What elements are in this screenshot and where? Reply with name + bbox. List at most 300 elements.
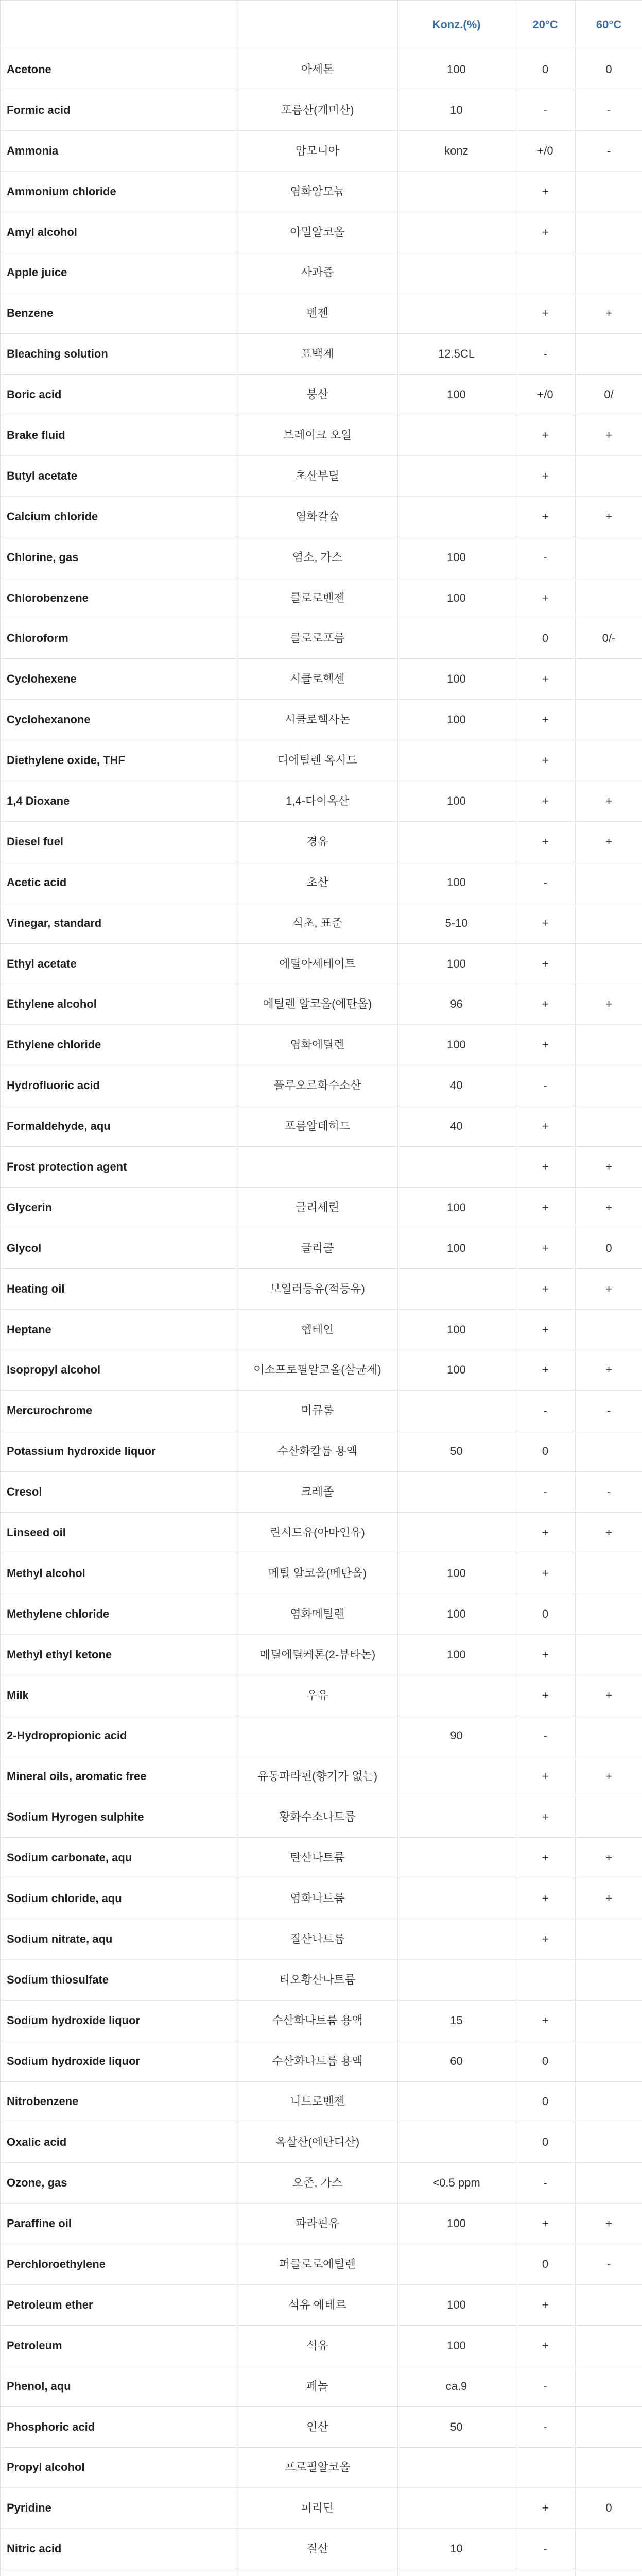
substance-name: Butyl acetate [1,455,237,496]
rating-20c: + [515,1147,576,1188]
substance-name: Apple juice [1,252,237,293]
table-row [1,2447,642,2488]
table-row [1,1716,642,1756]
rating-20c: - [515,334,576,375]
rating-60c [576,2163,642,2204]
rating-20c: + [515,2325,576,2366]
substance-name: Sodium hydroxide liquor [1,2041,237,2081]
rating-60c [576,862,642,903]
korean-name: 퍼클로로에틸렌 [237,2244,398,2285]
rating-20c: - [515,2529,576,2569]
rating-60c [576,1594,642,1634]
rating-60c: + [576,781,642,822]
korean-name: 크레졸 [237,1472,398,1513]
rating-60c: 0 [576,49,642,90]
korean-name: 유동파라핀(향기가 없는) [237,1756,398,1797]
concentration-value: 50 [398,1431,515,1472]
table-row [1,1513,642,1553]
concentration-value [398,1391,515,1431]
concentration-value: 100 [398,375,515,415]
table-row [1,2325,642,2366]
concentration-value [398,2447,515,2488]
rating-60c [576,212,642,252]
table-row [1,2569,642,2576]
korean-name: 식초, 표준 [237,903,398,943]
table-row [1,1797,642,1838]
korean-name: 초산 [237,862,398,903]
korean-name: 글리콜 [237,1228,398,1268]
rating-20c: 0 [515,618,576,659]
table-row [1,2488,642,2529]
substance-name: Sodium hydroxide liquor [1,2000,237,2041]
rating-60c [576,2447,642,2488]
substance-name: Phenol, aqu [1,2366,237,2406]
table-row [1,252,642,293]
substance-name: Methyl alcohol [1,1553,237,1594]
substance-name: Mercurochrome [1,1391,237,1431]
korean-name: 염화칼슘 [237,496,398,537]
rating-20c: + [515,659,576,700]
korean-name: 옥살산(에탄디산) [237,2122,398,2163]
table-row [1,2163,642,2204]
table-row [1,2284,642,2325]
header-concentration: Konz.(%) [398,1,515,49]
table-row [1,1147,642,1188]
substance-name: Heating oil [1,1268,237,1309]
concentration-value [398,618,515,659]
substance-name: Hydrofluoric acid [1,1065,237,1106]
table-row [1,2366,642,2406]
concentration-value [398,1959,515,2000]
concentration-value: 100 [398,659,515,700]
header-row [1,1,642,49]
table-row [1,903,642,943]
table-row [1,2122,642,2163]
rating-60c [576,2366,642,2406]
table-row [1,2041,642,2081]
table-row [1,1065,642,1106]
korean-name: 파라핀유 [237,2204,398,2244]
rating-60c: - [576,1391,642,1431]
table-row [1,1756,642,1797]
korean-name: 플루오르화수소산 [237,1065,398,1106]
table-row [1,1919,642,1959]
substance-name: Chloroform [1,618,237,659]
rating-20c: - [515,1065,576,1106]
rating-20c: 0 [515,49,576,90]
concentration-value [398,1797,515,1838]
korean-name: 린시드유(아마인유) [237,1513,398,1553]
concentration-value [398,2488,515,2529]
rating-60c [576,1959,642,2000]
rating-60c: + [576,984,642,1025]
rating-20c: 0 [515,2081,576,2122]
rating-60c [576,578,642,618]
rating-20c: + [515,212,576,252]
substance-name: Formaldehyde, aqu [1,1106,237,1147]
rating-20c: - [515,2406,576,2447]
korean-name: 석유 에테르 [237,2284,398,2325]
korean-name: 표백제 [237,334,398,375]
korean-name: 브레이크 오일 [237,415,398,456]
korean-name: 염화메틸렌 [237,1594,398,1634]
korean-name: 보일러등유(적등유) [237,1268,398,1309]
rating-20c: - [515,862,576,903]
rating-60c [576,2406,642,2447]
korean-name: 메틸에틸케톤(2-뷰타논) [237,1634,398,1675]
substance-name: Acetone [1,49,237,90]
concentration-value: 100 [398,537,515,578]
substance-name [1,2569,237,2576]
rating-60c [576,252,642,293]
korean-name: 염화에틸렌 [237,1025,398,1065]
table-row [1,1838,642,1878]
table-row [1,1268,642,1309]
substance-name: Ammonia [1,130,237,171]
korean-name [237,2569,398,2576]
rating-20c: - [515,1716,576,1756]
rating-20c [515,252,576,293]
table-row [1,171,642,212]
substance-name: Mineral oils, aromatic free [1,1756,237,1797]
rating-20c [515,1959,576,2000]
korean-name: 염화나트륨 [237,1878,398,1919]
rating-20c: + [515,943,576,984]
korean-name: 수산화나트륨 용액 [237,2000,398,2041]
substance-name: Acetic acid [1,862,237,903]
concentration-value [398,1472,515,1513]
rating-60c [576,2284,642,2325]
korean-name: 질산 [237,2529,398,2569]
table-row [1,130,642,171]
rating-20c: + [515,903,576,943]
substance-name: Vinegar, standard [1,903,237,943]
concentration-value: 100 [398,578,515,618]
concentration-value: ca.9 [398,2366,515,2406]
korean-name: 질산나트륨 [237,1919,398,1959]
concentration-value: 90 [398,1716,515,1756]
korean-name: 이소프로필알코올(살균제) [237,1350,398,1391]
rating-20c: + [515,1756,576,1797]
table-row [1,2244,642,2285]
concentration-value [398,2244,515,2285]
rating-20c: - [515,537,576,578]
table-row [1,293,642,334]
concentration-value: 40 [398,1065,515,1106]
rating-60c: 0/ [576,375,642,415]
rating-20c: + [515,578,576,618]
table-row [1,1959,642,2000]
rating-20c: + [515,1350,576,1391]
rating-20c: + [515,700,576,740]
concentration-value: 100 [398,1187,515,1228]
concentration-value [398,821,515,862]
rating-20c: + [515,1187,576,1228]
rating-60c [576,2569,642,2576]
korean-name: 페놀 [237,2366,398,2406]
concentration-value: 100 [398,2325,515,2366]
substance-name: Potassium hydroxide liquor [1,1431,237,1472]
substance-name: Benzene [1,293,237,334]
substance-name: Frost protection agent [1,1147,237,1188]
concentration-value [398,1268,515,1309]
rating-20c: +/0 [515,375,576,415]
substance-name: Isopropyl alcohol [1,1350,237,1391]
rating-60c: - [576,130,642,171]
rating-20c: + [515,1025,576,1065]
rating-60c: + [576,293,642,334]
rating-20c: + [515,171,576,212]
rating-60c [576,1025,642,1065]
rating-60c [576,700,642,740]
rating-20c: - [515,1472,576,1513]
rating-20c: 0 [515,2122,576,2163]
substance-name: Pyridine [1,2488,237,2529]
concentration-value: 100 [398,2284,515,2325]
table-row [1,334,642,375]
rating-20c: + [515,2488,576,2529]
korean-name: 아밀알코올 [237,212,398,252]
rating-60c [576,1553,642,1594]
substance-name: 2-Hydropropionic acid [1,1716,237,1756]
table-row [1,537,642,578]
rating-60c [576,537,642,578]
korean-name: 디에틸렌 옥시드 [237,740,398,781]
korean-name: 시클로헥센 [237,659,398,700]
concentration-value: 100 [398,1309,515,1350]
substance-name: Ethylene chloride [1,1025,237,1065]
korean-name: 헵테인 [237,1309,398,1350]
concentration-value: 40 [398,1106,515,1147]
rating-20c: + [515,1878,576,1919]
rating-20c: + [515,1106,576,1147]
korean-name: 시클로헥사논 [237,700,398,740]
concentration-value: 5-10 [398,903,515,943]
rating-20c: + [515,2000,576,2041]
substance-name: Amyl alcohol [1,212,237,252]
concentration-value [398,1878,515,1919]
rating-60c [576,1797,642,1838]
concentration-value: konz [398,130,515,171]
rating-60c [576,2325,642,2366]
table-row [1,1878,642,1919]
korean-name: 탄산나트륨 [237,1838,398,1878]
header-60c: 60°C [576,1,642,49]
concentration-value [398,1919,515,1959]
concentration-value [398,1147,515,1188]
substance-name: Boric acid [1,375,237,415]
korean-name: 클로로벤젠 [237,578,398,618]
substance-name: Cyclohexanone [1,700,237,740]
korean-name: 암모니아 [237,130,398,171]
concentration-value: 60 [398,2041,515,2081]
korean-name: 경유 [237,821,398,862]
table-row [1,1553,642,1594]
table-row [1,659,642,700]
rating-60c: + [576,1513,642,1553]
concentration-value: 10 [398,90,515,130]
rating-60c [576,740,642,781]
concentration-value: <0.5 ppm [398,2163,515,2204]
concentration-value: 100 [398,2204,515,2244]
korean-name: 프로필알코올 [237,2447,398,2488]
rating-60c [576,171,642,212]
table-row [1,984,642,1025]
substance-name: Milk [1,1675,237,1716]
table-row [1,496,642,537]
rating-20c [515,2569,576,2576]
rating-20c: + [515,1513,576,1553]
substance-name: Ozone, gas [1,2163,237,2204]
concentration-value: 12.5CL [398,334,515,375]
rating-20c: - [515,2366,576,2406]
concentration-value [398,171,515,212]
concentration-value [398,212,515,252]
korean-name: 붕산 [237,375,398,415]
korean-name: 머큐롬 [237,1391,398,1431]
rating-60c [576,2041,642,2081]
table-row [1,1187,642,1228]
rating-60c [576,1634,642,1675]
rating-20c: + [515,1675,576,1716]
rating-20c: 0 [515,2041,576,2081]
rating-20c: + [515,2284,576,2325]
rating-20c: + [515,415,576,456]
rating-60c [576,2529,642,2569]
table-row [1,1350,642,1391]
header-korean-name [237,1,398,49]
korean-name: 포름알데히드 [237,1106,398,1147]
korean-name [237,1716,398,1756]
rating-20c: + [515,293,576,334]
table-row [1,2204,642,2244]
table-row [1,1431,642,1472]
rating-20c: +/0 [515,130,576,171]
rating-60c: + [576,415,642,456]
concentration-value: 50 [398,2406,515,2447]
rating-60c [576,455,642,496]
rating-60c: + [576,1268,642,1309]
table-row [1,2000,642,2041]
rating-60c: + [576,1350,642,1391]
substance-name: Diesel fuel [1,821,237,862]
korean-name: 1,4-다이옥산 [237,781,398,822]
header-substance [1,1,237,49]
concentration-value: 100 [398,700,515,740]
table-row [1,1391,642,1431]
rating-60c [576,903,642,943]
rating-60c: + [576,1675,642,1716]
concentration-value [398,1838,515,1878]
concentration-value: 100 [398,1228,515,1268]
table-row [1,1675,642,1716]
substance-name: Sodium nitrate, aqu [1,1919,237,1959]
substance-name: Petroleum ether [1,2284,237,2325]
concentration-value: 100 [398,862,515,903]
rating-60c [576,2000,642,2041]
korean-name: 수산화나트륨 용액 [237,2041,398,2081]
substance-name: Diethylene oxide, THF [1,740,237,781]
rating-60c: + [576,821,642,862]
substance-name: Sodium Hyrogen sulphite [1,1797,237,1838]
concentration-value [398,293,515,334]
substance-name: Phosphoric acid [1,2406,237,2447]
table-row [1,1309,642,1350]
rating-60c: - [576,2244,642,2285]
substance-name: Propyl alcohol [1,2447,237,2488]
rating-60c: - [576,1472,642,1513]
korean-name: 에틸렌 알코올(에탄올) [237,984,398,1025]
substance-name: Sodium chloride, aqu [1,1878,237,1919]
rating-20c: + [515,740,576,781]
substance-name: Methylene chloride [1,1594,237,1634]
concentration-value [398,1756,515,1797]
korean-name: 오존, 가스 [237,2163,398,2204]
concentration-value [398,2081,515,2122]
korean-name: 인산 [237,2406,398,2447]
rating-60c: + [576,1756,642,1797]
korean-name: 아세톤 [237,49,398,90]
rating-60c [576,1106,642,1147]
concentration-value [398,1675,515,1716]
substance-name: Ethylene alcohol [1,984,237,1025]
korean-name: 초산부틸 [237,455,398,496]
rating-20c: - [515,1391,576,1431]
concentration-value: 100 [398,1594,515,1634]
substance-name: Glycerin [1,1187,237,1228]
table-row [1,455,642,496]
table-row [1,1228,642,1268]
table-row [1,2406,642,2447]
concentration-value: 100 [398,1025,515,1065]
rating-60c [576,334,642,375]
table-row [1,1594,642,1634]
table-row [1,700,642,740]
substance-name: Cresol [1,1472,237,1513]
substance-name: Ammonium chloride [1,171,237,212]
table-row [1,1106,642,1147]
korean-name: 석유 [237,2325,398,2366]
rating-20c: + [515,1838,576,1878]
concentration-value: 100 [398,1634,515,1675]
rating-20c: + [515,821,576,862]
rating-20c: + [515,1309,576,1350]
concentration-value [398,2122,515,2163]
concentration-value: 100 [398,1350,515,1391]
korean-name [237,1147,398,1188]
table-row [1,781,642,822]
rating-20c: + [515,455,576,496]
rating-20c: + [515,1634,576,1675]
concentration-value [398,252,515,293]
concentration-value: 15 [398,2000,515,2041]
rating-60c [576,2122,642,2163]
rating-20c: + [515,984,576,1025]
table-row [1,1634,642,1675]
rating-20c: + [515,1268,576,1309]
korean-name: 피리딘 [237,2488,398,2529]
substance-name: Formic acid [1,90,237,130]
table-row [1,862,642,903]
rating-60c: 0 [576,1228,642,1268]
rating-60c: + [576,2204,642,2244]
rating-20c: + [515,1553,576,1594]
rating-20c [515,2447,576,2488]
rating-60c [576,2081,642,2122]
rating-20c: - [515,2163,576,2204]
korean-name: 사과즙 [237,252,398,293]
substance-name: Brake fluid [1,415,237,456]
